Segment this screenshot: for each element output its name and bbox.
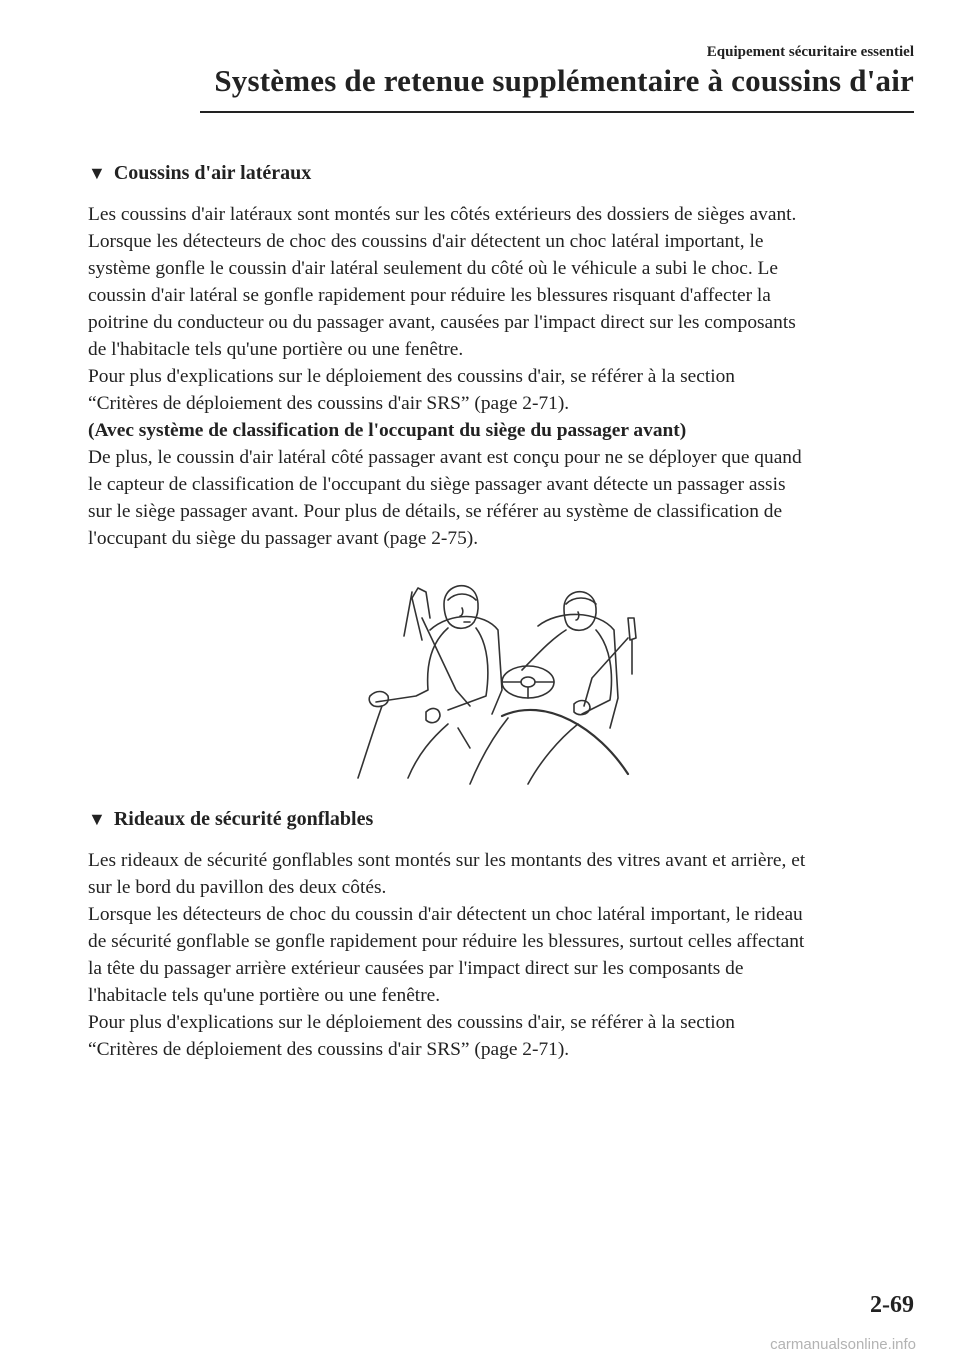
paragraph-line: la tête du passager arrière extérieur causées par l'impact direct sur les composants de [88,958,744,979]
paragraph-line: Les coussins d'air latéraux sont montés sur les côtés extérieurs des dossiers de sièges avant. [88,204,797,225]
page-number: 2-69 [870,1292,914,1318]
section-heading-text: Rideaux de sécurité gonflables [113,808,374,830]
paragraph-line: l'occupant du siège du passager avant (page 2-75). [88,528,479,549]
watermark: carmanualsonline.info [770,1336,916,1353]
paragraph-line: l'habitacle tels qu'une portière ou une fenêtre. [88,985,441,1006]
page-title: Systèmes de retenue supplémentaire à coussins d'air [214,63,914,98]
section-side-airbags [88,162,914,552]
section-paragraph [88,847,914,1063]
bold-paragraph-line: (Avec système de classification de l'occupant du siège du passager avant) [88,420,687,441]
side-airbag-illustration [352,578,638,786]
paragraph-line: sur le siège passager avant. Pour plus de détails, se référer au système de classification de [88,501,783,522]
header-rule [200,111,914,113]
paragraph-line: Pour plus d'explications sur le déploiement des coussins d'air, se référer à la section [88,1012,736,1033]
section-heading-text: Coussins d'air latéraux [113,162,312,184]
paragraph-line: Pour plus d'explications sur le déploiement des coussins d'air, se référer à la section [88,366,736,387]
page-header [214,44,914,99]
paragraph-line: de sécurité gonflable se gonfle rapidement pour réduire les blessures, surtout celles affectant [88,931,805,952]
paragraph-line: coussin d'air latéral se gonfle rapidement pour réduire les blessures risquant d'affecter la [88,285,771,306]
paragraph-line: Lorsque les détecteurs de choc du coussin d'air détectent un choc latéral important, le rideau [88,904,803,925]
paragraph-line: “Critères de déploiement des coussins d'air SRS” (page 2-71). [88,1039,570,1060]
section-paragraph [88,201,914,552]
triangle-bullet-icon: ▼ [88,809,106,829]
triangle-bullet-icon: ▼ [88,163,106,183]
paragraph-line: système gonfle le coussin d'air latéral seulement du côté où le véhicule a subi le choc. Le [88,258,779,279]
paragraph-line: poitrine du conducteur ou du passager avant, causées par l'impact direct sur les composants [88,312,796,333]
paragraph-line: De plus, le coussin d'air latéral côté passager avant est conçu pour ne se déployer que quand [88,447,802,468]
paragraph-line: de l'habitacle tels qu'une portière ou une fenêtre. [88,339,464,360]
section-curtain-airbags [88,808,914,1063]
section-heading [88,162,914,185]
paragraph-line: Lorsque les détecteurs de choc des coussins d'air détectent un choc latéral important, le [88,231,764,252]
paragraph-line: Les rideaux de sécurité gonflables sont montés sur les montants des vitres avant et arrière, et [88,850,806,871]
chapter-title: Equipement sécuritaire essentiel [706,44,914,60]
paragraph-line: “Critères de déploiement des coussins d'air SRS” (page 2-71). [88,393,570,414]
section-heading [88,808,914,831]
paragraph-line: sur le bord du pavillon des deux côtés. [88,877,387,898]
paragraph-line: le capteur de classification de l'occupant du siège passager avant détecte un passager assis [88,474,786,495]
